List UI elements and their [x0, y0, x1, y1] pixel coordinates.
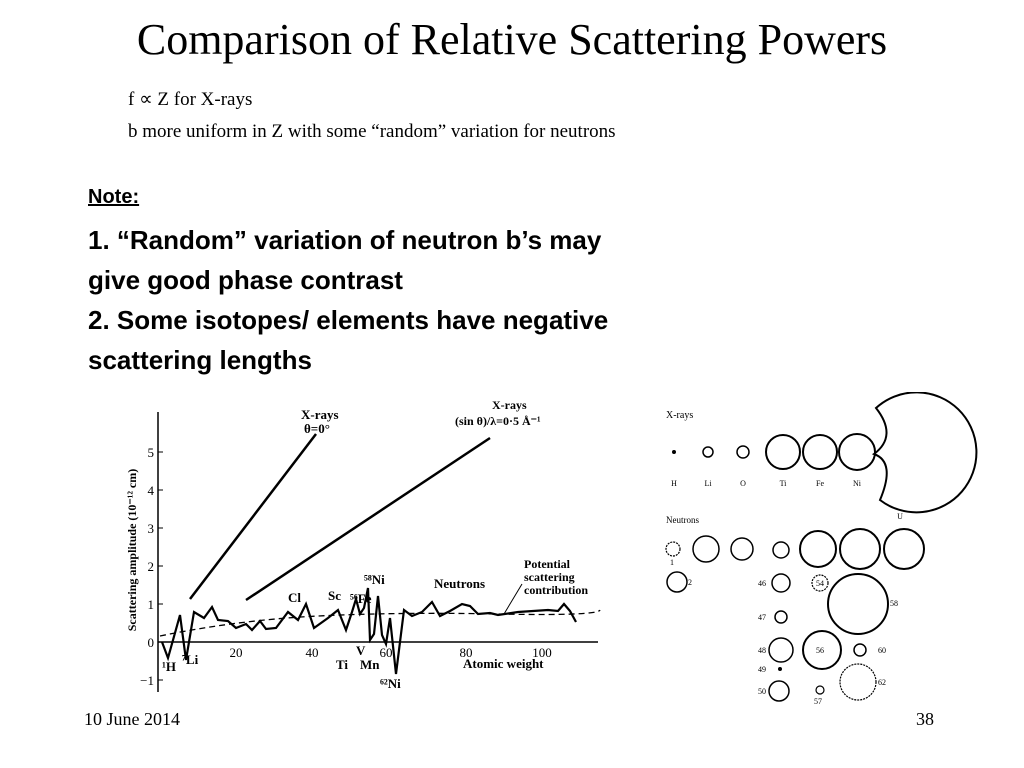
neutron-circle [884, 529, 924, 569]
note-line-4: scattering lengths [88, 345, 312, 375]
xray-circle-fe [803, 435, 837, 469]
note-line-2: give good phase contrast [88, 265, 403, 295]
element-label-li: ⁷Li [182, 652, 199, 667]
slide-number: 38 [916, 709, 934, 729]
neutron-isotope-labels [670, 558, 898, 706]
xray-element-labels [671, 479, 903, 521]
label-potential-3: contribution [524, 583, 589, 597]
element-label-sc: Sc [328, 588, 341, 603]
neutron-circle [840, 529, 880, 569]
neutron-circle [731, 538, 753, 560]
label-xray-sin-2: (sin θ)/λ=0·5 Å⁻¹ [455, 414, 541, 428]
note-line-1: 1. “Random” variation of neutron b’s may [88, 225, 602, 255]
neutron-circle-47 [775, 611, 787, 623]
isotope-label: 50 [758, 687, 766, 696]
y-tick-label: 5 [147, 445, 154, 460]
isotope-label: 49 [758, 665, 766, 674]
neutron-circle [666, 542, 680, 556]
isotope-label: 57 [814, 697, 822, 706]
neutron-circle [693, 536, 719, 562]
label-xray-sin-1: X-rays [492, 398, 527, 412]
subtitle-xrays: f ∝ Z for X-rays [128, 89, 253, 110]
neutrons-row-label: Neutrons [666, 515, 699, 525]
y-tick-label: 4 [147, 483, 154, 498]
scattering-amplitude-figure [118, 392, 618, 702]
isotope-label: 46 [758, 579, 766, 588]
label-potential-2: scattering [524, 570, 575, 584]
neutron-circle [800, 531, 836, 567]
note-line-3: 2. Some isotopes/ elements have negative [88, 305, 609, 335]
x-tick-label: 20 [229, 645, 243, 660]
element-label-cl: Cl [288, 590, 301, 605]
y-ticks [140, 445, 163, 688]
neutron-circle-2 [667, 572, 687, 592]
footer-date: 10 June 2014 [84, 709, 180, 729]
isotope-label: 60 [878, 646, 886, 655]
element-label-mn: Mn [360, 657, 380, 672]
element-label-v: V [356, 643, 366, 658]
label-neutrons: Neutrons [434, 576, 486, 591]
x-tick-label: 60 [379, 645, 393, 660]
isotope-label: 62 [878, 678, 886, 687]
y-tick-label: 1 [147, 597, 154, 612]
subtitle-neutrons: b more uniform in Z with some “random” variation for neutrons [128, 121, 616, 142]
y-tick-label: 3 [147, 521, 154, 536]
neutron-circle-62 [840, 664, 876, 700]
note-label: Note: [88, 186, 140, 208]
element-label-ni58: ⁵⁸Ni [364, 572, 385, 587]
element-label-h: ¹H [162, 659, 177, 674]
xray-circle-h [673, 451, 676, 454]
x-tick-label: 80 [459, 645, 473, 660]
isotope-label: 56 [816, 646, 824, 655]
xray-label-u: U [897, 512, 903, 521]
isotope-label: 54 [816, 579, 824, 588]
xray-label: H [671, 479, 677, 488]
x-tick-label: 100 [532, 645, 552, 660]
xray-theta0-line [190, 434, 316, 599]
xrays-row-label: X-rays [666, 410, 694, 421]
neutron-circle-50 [769, 681, 789, 701]
xray-circle-o [737, 446, 749, 458]
xray-label: Li [704, 479, 712, 488]
xray-circle-u [874, 392, 976, 512]
xray-label: Fe [816, 479, 824, 488]
xray-label: O [740, 479, 746, 488]
label-xray-theta0-2: θ=0° [304, 421, 330, 436]
xray-circle-ni [839, 434, 875, 470]
scattering-circles-figure [648, 392, 988, 712]
isotope-label: 48 [758, 646, 766, 655]
y-axis-label: Scattering amplitude (10⁻¹² cm) [125, 468, 139, 632]
slide-title: Comparison of Relative Scattering Powers [136, 15, 888, 64]
y-tick-label: 0 [147, 635, 154, 650]
xray-circle-ti [766, 435, 800, 469]
neutron-circle-60 [854, 644, 866, 656]
element-label-ti: Ti [336, 657, 349, 672]
neutron-circle-58 [828, 574, 888, 634]
element-label-fe: ⁵⁶Fe [350, 591, 372, 606]
xray-circle-li [703, 447, 713, 457]
isotope-label: 47 [758, 613, 766, 622]
neutron-circle-49 [779, 668, 782, 671]
label-potential-1: Potential [524, 557, 570, 571]
neutron-circle [773, 542, 789, 558]
isotope-label: 2 [688, 578, 692, 587]
neutron-circle-46 [772, 574, 790, 592]
potential-pointer [504, 584, 522, 614]
x-tick-label: 40 [305, 645, 319, 660]
neutron-circle-57 [816, 686, 824, 694]
y-tick-label: 2 [147, 559, 154, 574]
x-axis-label: Atomic weight [463, 656, 544, 671]
element-label-ni62: ⁶²Ni [380, 676, 401, 691]
y-tick-label: −1 [140, 673, 154, 688]
neutron-circle-48 [769, 638, 793, 662]
xray-label: Ni [853, 479, 861, 488]
isotope-label: 58 [890, 599, 898, 608]
label-xray-theta0-1: X-rays [301, 407, 339, 422]
isotope-label: 1 [670, 558, 674, 567]
xray-label: Ti [779, 479, 787, 488]
